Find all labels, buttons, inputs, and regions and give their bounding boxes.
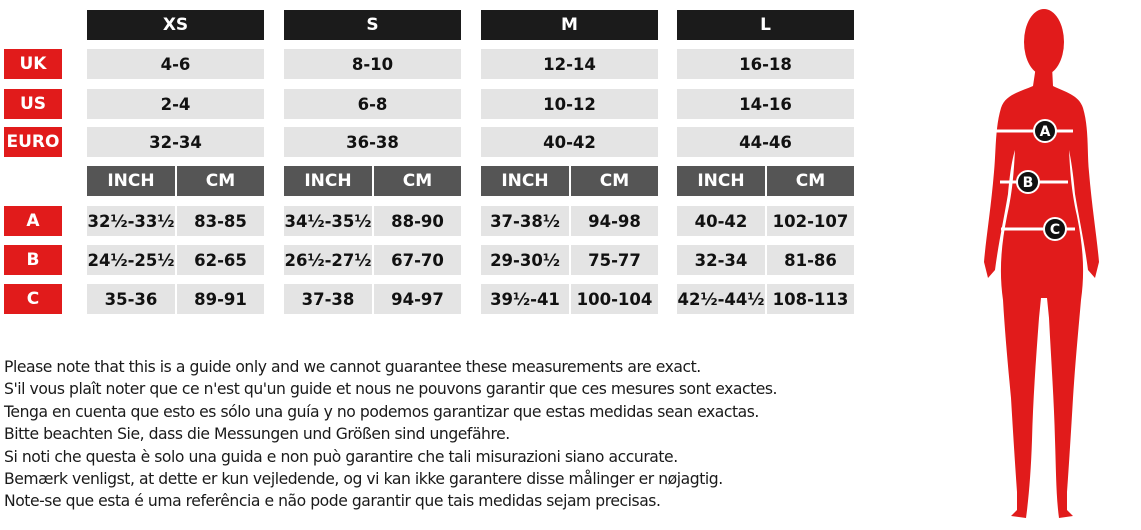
- measure-a-cm-l: 102-107: [767, 206, 854, 236]
- size-header-s: S: [284, 10, 461, 40]
- measure-a-cm-s: 88-90: [374, 206, 461, 236]
- uk-size-m: 12-14: [481, 49, 658, 79]
- measure-b-inch-l: 32-34: [677, 245, 765, 275]
- us-size-s: 6-8: [284, 89, 461, 119]
- measure-c-cm-xs: 89-91: [177, 284, 264, 314]
- unit-header-inch-s: INCH: [284, 166, 372, 196]
- note-french: S'il vous plaît noter que ce n'est qu'un guide et nous ne pouvons garantir que ces mesures sont exactes.: [4, 380, 778, 399]
- measure-c-inch-s: 37-38: [284, 284, 372, 314]
- measure-b-inch-xs: 24½-25½: [87, 245, 175, 275]
- size-header-m: M: [481, 10, 658, 40]
- measure-c-inch-xs: 35-36: [87, 284, 175, 314]
- row-label-us: US: [4, 89, 62, 119]
- measure-b-cm-xs: 62-65: [177, 245, 264, 275]
- unit-header-inch-m: INCH: [481, 166, 569, 196]
- euro-size-s: 36-38: [284, 127, 461, 157]
- measure-c-cm-m: 100-104: [571, 284, 658, 314]
- unit-header-cm-s: CM: [374, 166, 461, 196]
- row-label-uk: UK: [4, 49, 62, 79]
- unit-header-inch-l: INCH: [677, 166, 765, 196]
- note-german: Bitte beachten Sie, dass die Messungen und Größen sind ungefähre.: [4, 425, 510, 444]
- measure-b-cm-s: 67-70: [374, 245, 461, 275]
- euro-size-xs: 32-34: [87, 127, 264, 157]
- note-english: Please note that this is a guide only and we cannot guarantee these measurements are exact.: [4, 358, 701, 376]
- measure-c-inch-l: 42½-44½: [677, 284, 765, 314]
- note-portuguese: Note-se que esta é uma referência e não pode garantir que tais medidas sejam precisas.: [4, 492, 661, 511]
- uk-size-xs: 4-6: [87, 49, 264, 79]
- row-label-a: A: [4, 206, 62, 236]
- measure-a-inch-l: 40-42: [677, 206, 765, 236]
- unit-header-inch-xs: INCH: [87, 166, 175, 196]
- row-label-euro: EURO: [4, 127, 62, 157]
- size-header-xs: XS: [87, 10, 264, 40]
- measure-a-cm-xs: 83-85: [177, 206, 264, 236]
- us-size-l: 14-16: [677, 89, 854, 119]
- measure-c-cm-l: 108-113: [767, 284, 854, 314]
- unit-header-cm-l: CM: [767, 166, 854, 196]
- measure-a-inch-m: 37-38½: [481, 206, 569, 236]
- row-label-b: B: [4, 245, 62, 275]
- measure-b-inch-s: 26½-27½: [284, 245, 372, 275]
- note-spanish: Tenga en cuenta que esto es sólo una guía y no podemos garantizar que estas medidas sean exactas.: [4, 402, 759, 421]
- size-header-l: L: [677, 10, 854, 40]
- measure-b-inch-m: 29-30½: [481, 245, 569, 275]
- measure-letter-a: A: [1039, 124, 1051, 140]
- unit-header-cm-m: CM: [571, 166, 658, 196]
- measure-b-cm-m: 75-77: [571, 245, 658, 275]
- unit-header-cm-xs: CM: [177, 166, 264, 196]
- note-danish: Bemærk venligst, at dette er kun vejledende, og vi kan ikke garantere disse målinger er nøjagtig.: [4, 470, 723, 489]
- us-size-m: 10-12: [481, 89, 658, 119]
- measure-b-cm-l: 81-86: [767, 245, 854, 275]
- note-italian: Si noti che questa è solo una guida e non può garantire che tali misurazioni siano accurate.: [4, 447, 678, 466]
- us-size-xs: 2-4: [87, 89, 264, 119]
- uk-size-s: 8-10: [284, 49, 461, 79]
- measure-a-cm-m: 94-98: [571, 206, 658, 236]
- measure-a-inch-xs: 32½-33½: [87, 206, 175, 236]
- row-label-c: C: [4, 284, 62, 314]
- measure-c-cm-s: 94-97: [374, 284, 461, 314]
- uk-size-l: 16-18: [677, 49, 854, 79]
- disclaimer-notes: [4, 356, 777, 513]
- measure-letter-c: C: [1049, 222, 1061, 238]
- euro-size-l: 44-46: [677, 127, 854, 157]
- euro-size-m: 40-42: [481, 127, 658, 157]
- measure-c-inch-m: 39½-41: [481, 284, 569, 314]
- body-silhouette-shape: [984, 9, 1099, 518]
- measure-letter-b: B: [1022, 175, 1034, 191]
- measure-a-inch-s: 34½-35½: [284, 206, 372, 236]
- female-body-silhouette: [925, 0, 1135, 530]
